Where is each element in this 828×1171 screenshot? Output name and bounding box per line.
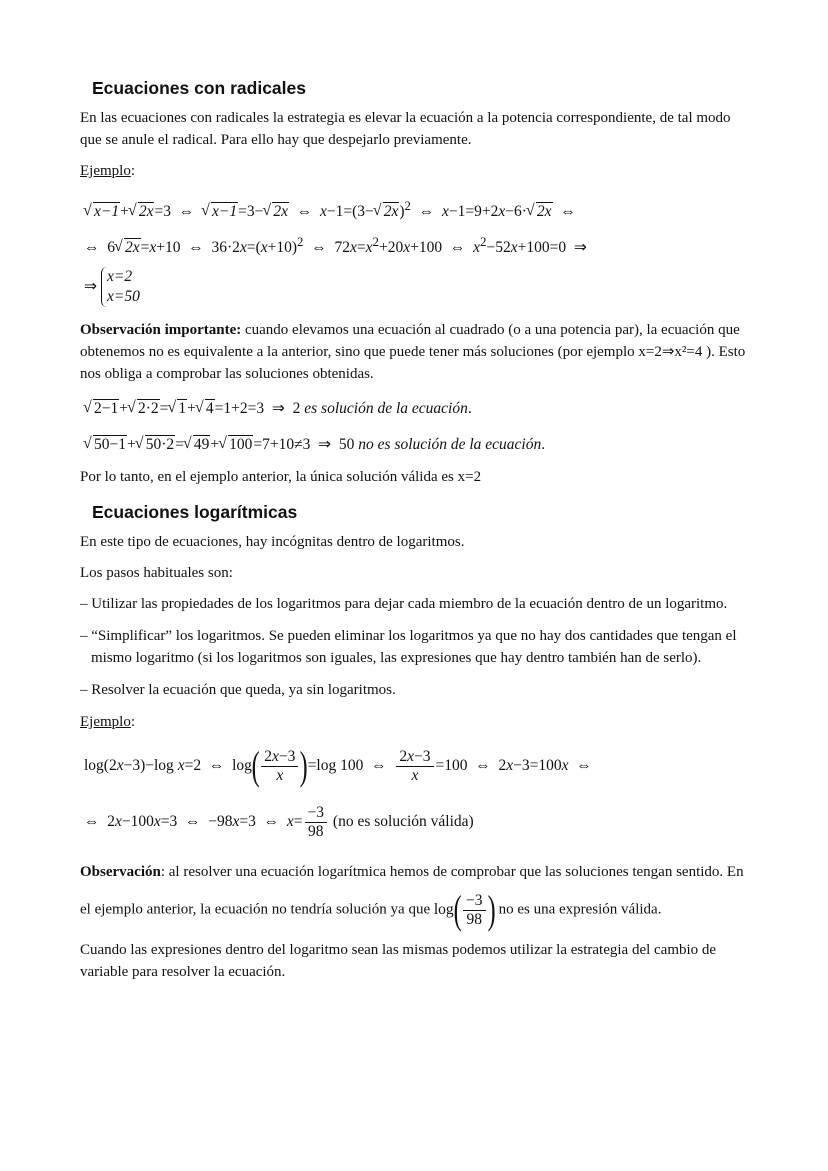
observation-radicales [80,319,748,385]
solutions-brace [101,267,140,307]
log-math-line-1: log(2x−3)−log x=2 ⇔ log( $\frac{2x-3}{x}$ )=log 100 ⇔ $\frac{2x-3}{x}$ =100 ⇔ 2x−3=100x ⇔ [84,743,592,789]
observation-bold-2: Observación [80,864,161,880]
observation-bold: Observación importante: [80,322,242,338]
math-solutions: ⇒ x=2 x=50 [84,268,140,306]
list-item: – “Simplificar” los logaritmos. Se pueden eliminar los logaritmos ya que no hay dos cantidades que tengan el mismo logaritmo (si los logaritmos son iguales, las expresiones que hay dentro también han de serlo). [80,625,748,669]
steps-list [80,593,748,701]
intro-logaritmicas: En este tipo de ecuaciones, hay incógnitas dentro de logaritmos. [80,534,465,550]
intro-radicales: En las ecuaciones con radicales la estrategia es elevar la ecuación a la potencia correspondiente, de tal modo que se anule el radical. Para ello hay que despejarlo previamente. [80,110,731,148]
list-item: – Utilizar las propiedades de los logaritmos para dejar cada miembro de la ecuación dentro de un logaritmo. [80,593,748,615]
section-title-radicales: Ecuaciones con radicales [92,78,306,98]
observation-text: cuando elevamos una ecuación al cuadrado (o a una potencia par), la ecuación que obtenemos no es equivalente a la anterior, sino que puede tener más soluciones (por ejemplo x=2⇒x²=4 ). Esto nos obliga a comprobar las soluciones obtenidas. [80,322,746,382]
solution-1: x=2 [107,268,133,286]
document-page [80,78,748,992]
observation-text-1: : al resolver una ecuación logarítmica hemos de comprobar que las soluciones tengan sentido. En el ejemplo anterior, la ecuación no tendría solución ya que [80,864,744,918]
solution-2: x=50 [107,288,140,306]
check-line-1: √ 2−1+√ 2·2=√ 1+√ 4=1+2=3 ⇒ 2 es solución de la ecuación. [84,394,748,424]
example-label-text: Ejemplo [80,163,131,179]
math-note: (no es solución válida) [332,813,474,830]
example-label-2-text: Ejemplo [80,714,131,730]
log-math-line-2: ⇔ 2x−100x=3 ⇔ −98x=3 ⇔ x= $\frac{-3}{98}$ (no es solución válida) [84,803,474,840]
final-paragraph: Cuando las expresiones dentro del logaritmo sean las mismas podemos utilizar la estrategia del cambio de variable para resolver la ecuación. [80,942,717,980]
steps-intro: Los pasos habituales son: [80,565,233,581]
observation-logaritmicas [80,854,748,930]
math-line-1: √ x−1+√ 2x=3 ⇔ √ x−1=3−√ 2x ⇔ x−1=(3−√ 2x)$^2$ ⇔ x−1=9+2x−6·√ 2x ⇔ [84,191,748,221]
section-title-logaritmicas: Ecuaciones logarítmicas [92,502,298,522]
example-label-2: Ejemplo: [80,714,135,730]
math-line-2: ⇔ 6√ 2x=x+10 ⇔ $36\cdot 2x=(x+10)^2$ ⇔ $72x=x^2+20x+100$ ⇔ $x^2-52x+100=0$ ⇒ [84,227,748,257]
observation-text-2: no es una expresión válida. [498,901,662,918]
conclusion-radicales: Por lo tanto, en el ejemplo anterior, la única solución válida es x=2 [80,469,482,485]
check-line-2: √ 50−1+√ 50·2=√ 49+√ 100=7+10≠3 ⇒ 50 no es solución de la ecuación. [84,430,748,460]
example-label: Ejemplo: [80,163,135,179]
list-item: – Resolver la ecuación que queda, ya sin logaritmos. [80,679,748,701]
observation-math: log( $\frac{-3}{98}$ ) [433,887,496,932]
